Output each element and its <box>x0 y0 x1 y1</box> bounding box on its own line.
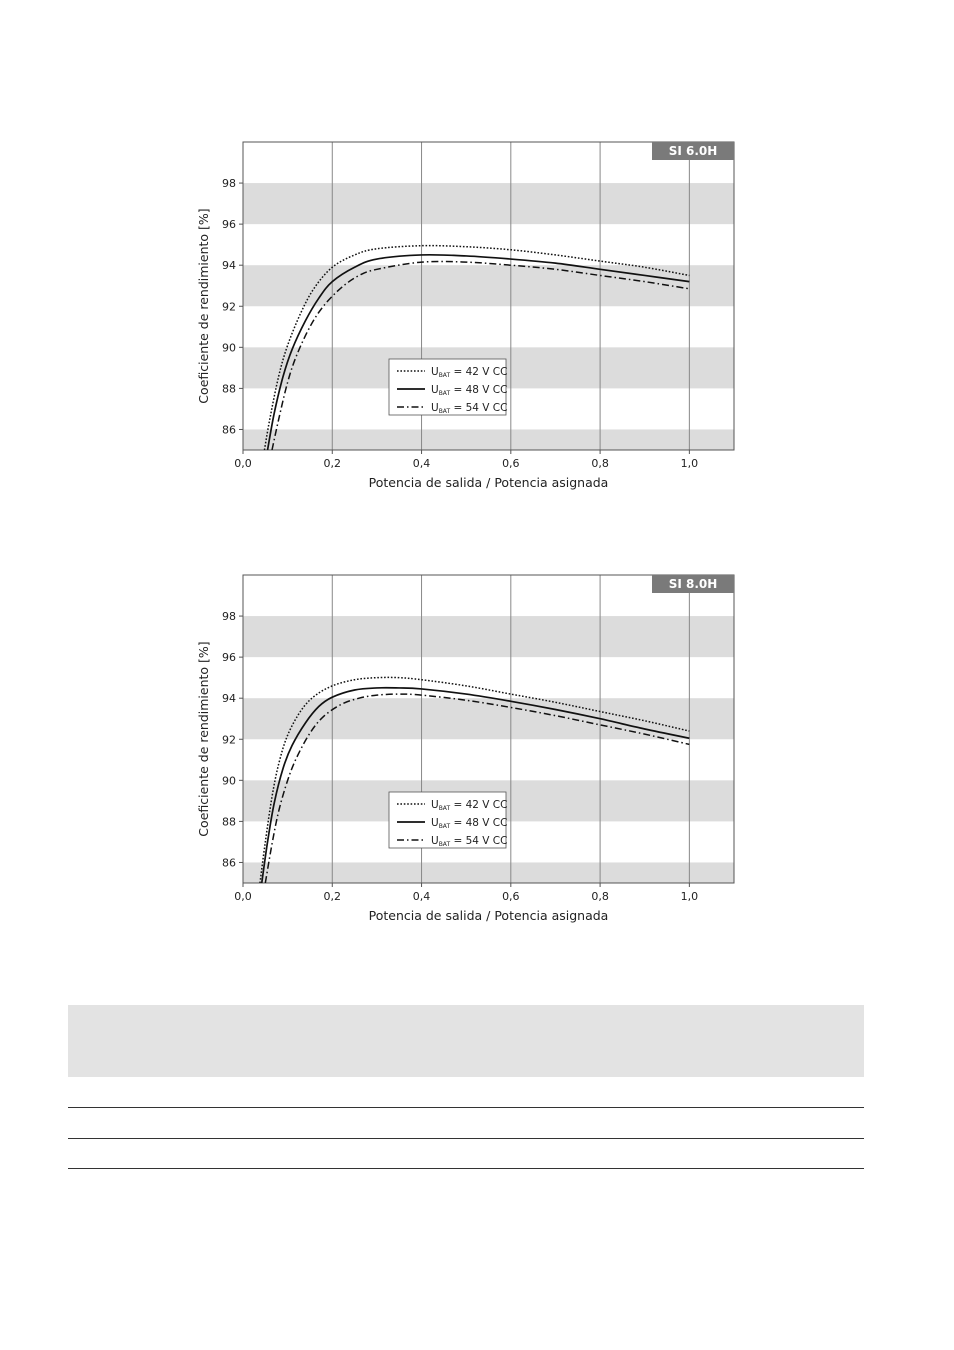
x-tick-label: 0,2 <box>323 890 342 903</box>
gridband-0 <box>243 429 734 450</box>
y-tick-label: 98 <box>222 610 236 624</box>
x-tick-label: 0,4 <box>412 890 431 903</box>
y-tick-label: 96 <box>222 218 236 232</box>
legend-entry: UBAT = 54 V CC <box>431 402 508 415</box>
model-badge-label: SI 8.0H <box>668 577 718 591</box>
efficiency-chart-si-6-0h <box>180 130 760 500</box>
model-badge-label: SI 6.0H <box>668 144 718 158</box>
gridband-0 <box>243 862 734 883</box>
legend-entry: UBAT = 48 V CC <box>431 817 508 830</box>
y-tick-label: 96 <box>222 651 236 665</box>
x-tick-label: 0,0 <box>234 457 252 470</box>
gridband-3 <box>243 183 734 224</box>
table-row-divider <box>68 1168 864 1169</box>
table-row-divider <box>68 1107 864 1108</box>
legend-entry: UBAT = 54 V CC <box>431 835 508 848</box>
table-row-divider <box>68 1138 864 1139</box>
x-tick-label: 0,2 <box>323 457 342 470</box>
x-tick-label: 0,6 <box>502 457 520 470</box>
x-axis-title: Potencia de salida / Potencia asignada <box>368 908 609 923</box>
y-tick-label: 98 <box>222 177 236 191</box>
y-axis-title: Coeficiente de rendimiento [%] <box>196 208 211 404</box>
legend-entry: UBAT = 42 V CC <box>431 799 508 812</box>
y-tick-label: 86 <box>222 856 236 870</box>
legend-entry: UBAT = 42 V CC <box>431 366 508 379</box>
y-tick-label: 92 <box>222 300 236 314</box>
y-tick-label: 86 <box>222 423 236 437</box>
x-tick-label: 0,8 <box>591 890 609 903</box>
x-tick-label: 1,0 <box>680 890 699 903</box>
x-tick-label: 1,0 <box>680 457 699 470</box>
table-header-band <box>68 1005 864 1077</box>
y-tick-label: 94 <box>222 259 236 273</box>
y-tick-label: 90 <box>222 774 236 788</box>
legend-entry: UBAT = 48 V CC <box>431 384 508 397</box>
x-axis-title: Potencia de salida / Potencia asignada <box>368 475 609 490</box>
y-tick-label: 92 <box>222 733 236 747</box>
y-axis-title: Coeficiente de rendimiento [%] <box>196 641 211 837</box>
y-tick-label: 88 <box>222 382 236 396</box>
y-tick-label: 90 <box>222 341 236 355</box>
legend <box>389 359 507 415</box>
x-tick-label: 0,6 <box>502 890 520 903</box>
chart-svg <box>180 130 760 500</box>
x-tick-label: 0,0 <box>234 890 252 903</box>
x-tick-label: 0,8 <box>591 457 609 470</box>
gridband-3 <box>243 616 734 657</box>
legend <box>389 792 507 848</box>
x-tick-label: 0,4 <box>412 457 431 470</box>
y-tick-label: 88 <box>222 815 236 829</box>
y-tick-label: 94 <box>222 692 236 706</box>
chart-svg <box>180 563 760 933</box>
efficiency-chart-si-8-0h <box>180 563 760 933</box>
